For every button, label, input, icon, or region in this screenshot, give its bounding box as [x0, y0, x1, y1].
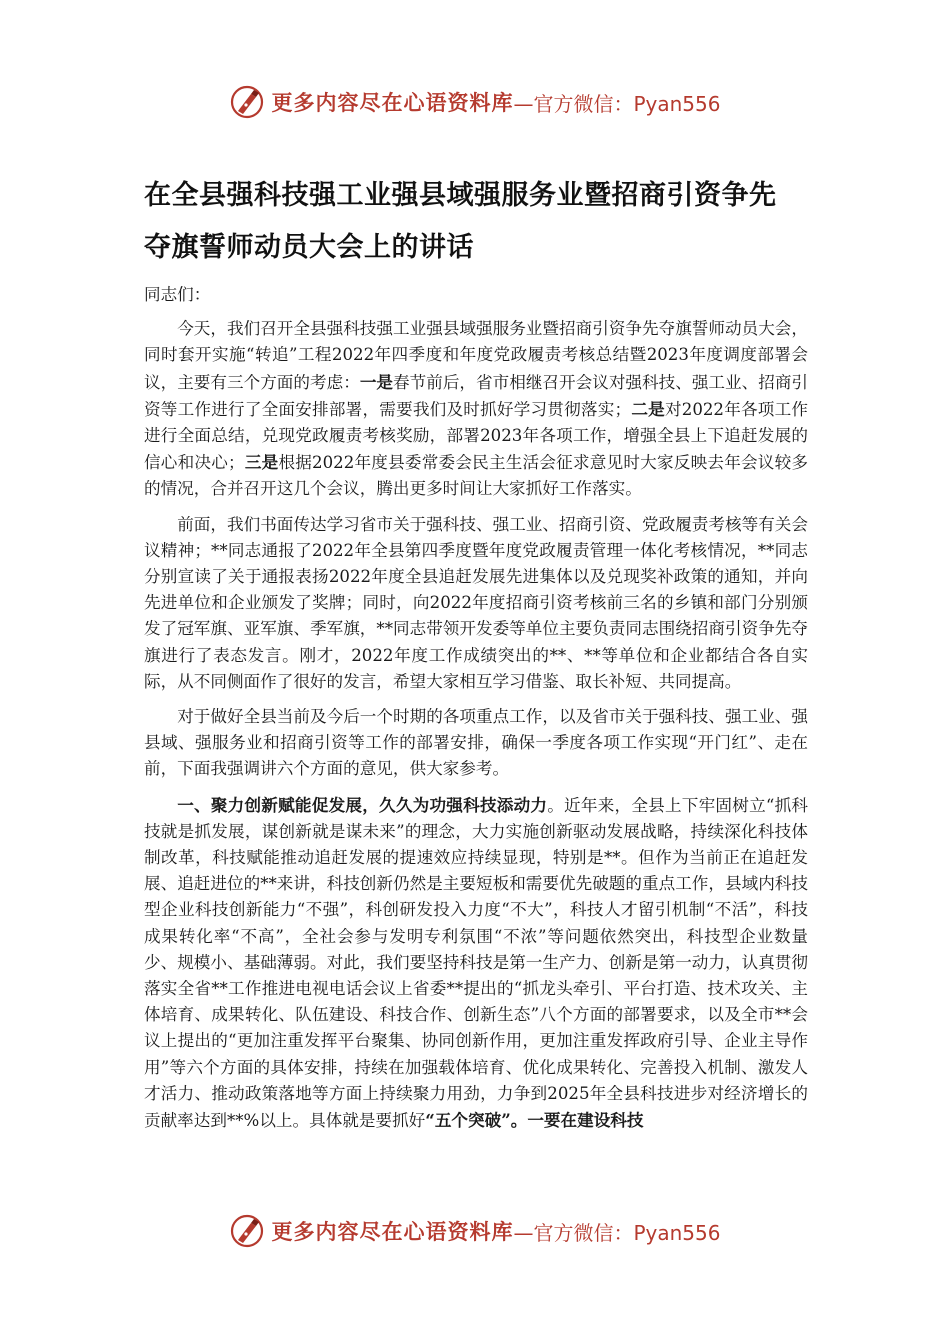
p4-bold-tail: “五个突破”。一要在建设科技 [425, 1110, 644, 1131]
footer-brand-text: 更多内容尽在心语资料库 [271, 1219, 514, 1244]
p1-text-c: 春节前后，省市相继召开会议对强科技、强工业、招商引资等工作进行了全面安排部署，需要我们及时抓好学习贯彻落实； [144, 372, 809, 419]
pen-nib-icon [229, 1213, 265, 1249]
p1-bold-2: 二是 [631, 398, 665, 419]
footer-contact-text: —官方微信：Pyan556 [513, 1220, 721, 1245]
title-line-1: 在全县强科技强工业强县域强服务业暨招商引资争先 [144, 180, 777, 211]
paragraph-4 [144, 792, 808, 1135]
header-banner [0, 82, 950, 122]
banner-brand-text: 更多内容尽在心语资料库 [271, 90, 514, 115]
document-body [144, 282, 808, 1143]
p1-text-e: 根据2022年度县委常委会民主生活会征求意见时大家反映去年会议较多的情况，合并召开这几个会议，腾出更多时间让大家抓好工作落实。 [144, 453, 809, 499]
p4-body: 。近年来，全县上下牢固树立“抓科技就是抓发展，谋创新就是谋未来”的理念，大力实施创新驱动发展战略，持续深化科技体制改革，科技赋能推动追赶发展的提速效应持续显现，特别是**。但作为当前正在追赶发展、追赶进位的**来讲，科技创新仍然是主要短板和需要优先破题的重点工作，县域内科技型企业科技创新能力“不强”，科创研发投入力度“不大”，科技人才留引机制“不活”，科技成果转化率“不高”，全社会参与发明专利氛围“不浓”等问题依然突出，科技型企业数量少、规模小、基础薄弱。对此，我们要坚持科技是第一生产力、创新是第一动力，认真贯彻落实全省**工作推进电视电话会议上省委**提出的“抓龙头牵引、平台打造、技术攻关、主体培育、成果转化、队伍建设、科技合作、创新生态”八个方面的部署要求，以及全市**会议上提出的“更加注重发挥平台聚集、协同创新作用，更加注重发挥政府引导、企业主导作用”等六个方面的具体安排，持续在加强载体培育、优化成果转化、完善投入机制、激发人才活力、推动政策落地等方面上持续聚力用劲，力争到2025年全县科技进步对经济增长的贡献率达到**%以上。具体就是要抓好 [144, 795, 809, 1131]
section-heading-1: 一、聚力创新赋能促发展，久久为功强科技添动力 [177, 794, 548, 815]
document-title [144, 170, 834, 274]
paragraph-1 [144, 316, 808, 502]
p1-bold-3: 三是 [244, 452, 279, 473]
banner-contact-text: —官方微信：Pyan556 [513, 91, 721, 116]
p1-text-d: 对2022年各项工作进行全面总结，兑现党政履责考核奖励，部署2023年各项工作，增强全县上下追赶发展的信心和决心； [144, 399, 809, 473]
paragraph-2: 前面，我们书面传达学习省市关于强科技、强工业、招商引资、党政履责考核等有关会议精神；**同志通报了2022年全县第四季度暨年度党政履责管理一体化考核情况，**同志分别宣读了关于通报表扬2022年度全县追赶发展先进集体以及兑现奖补政策的通知，并向先进单位和企业颁发了奖牌；同时，向2022年度招商引资考核前三名的乡镇和部门分别颁发了冠军旗、亚军旗、季军旗，**同志带领开发委等单位主要负责同志围绕招商引资争先夺旗进行了表态发言。刚才，2022年度工作成绩突出的**、**等单位和企业都结合各自实际，从不同侧面作了很好的发言，希望大家相互学习借鉴、取长补短、共同提高。 [144, 514, 808, 691]
p1-text-a: 今天，我们召开全县强科技强工业强县域强服务业暨招商引资争先夺旗誓师动员大会，同时套开实施“转追”工程2022年四季度和年度党政履责考核总结暨2023年度调度部署会议，主要有三个方面的考虑： [144, 319, 808, 392]
title-line-2: 夺旗誓师动员大会上的讲话 [144, 232, 474, 263]
salutation: 同志们： [144, 285, 211, 304]
footer-banner [0, 1211, 950, 1251]
pen-nib-icon [229, 84, 265, 120]
p1-bold-1: 一是 [359, 371, 394, 392]
paragraph-3: 对于做好全县当前及今后一个时期的各项重点工作，以及省市关于强科技、强工业、强县域、强服务业和招商引资等工作的部署安排，确保一季度各项工作实现“开门红”、走在前，下面我强调讲六个方面的意见，供大家参考。 [144, 707, 808, 779]
